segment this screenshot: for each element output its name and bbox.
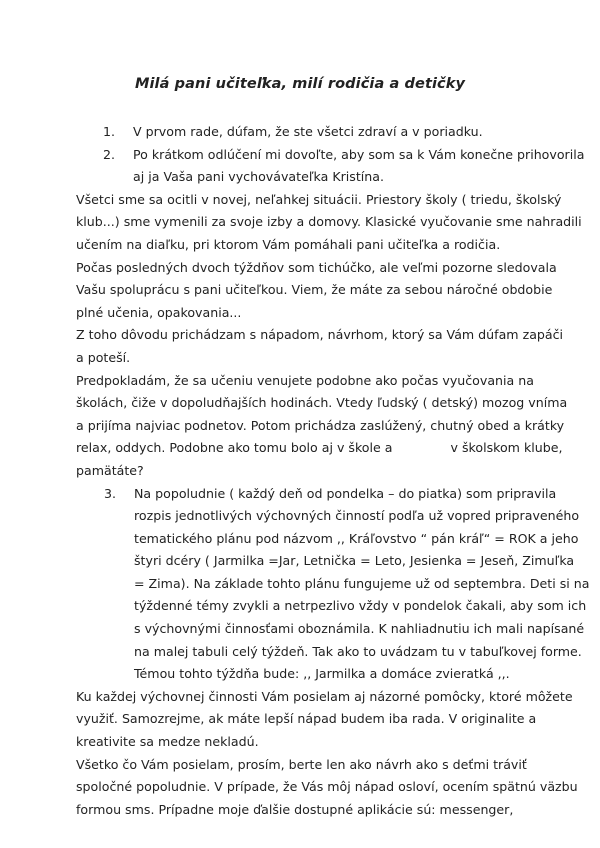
list-number: 2.	[103, 146, 116, 162]
list-text: Po krátkom odlúčení mi dovoľte, aby som sa k Vám konečne prihovorila	[133, 146, 585, 162]
paragraph-line: a prijíma najviac podnetov. Potom prichádza zaslúžený, chutný obed a krátky	[76, 417, 565, 433]
list-item-3-continuation: s výchovnými činnosťami oboznámila. K nahliadnutiu ich mali napísané	[134, 621, 585, 637]
paragraph-line: kreativite sa medze nekladú.	[76, 734, 259, 750]
paragraph-line: Predpokladám, že sa učeniu venujete podobne ako počas vyučovania na	[76, 372, 534, 388]
list-item-3-continuation: Témou tohto týždňa bude: ,, Jarmilka a domáce zvieratká ,,.	[134, 666, 510, 682]
list-text: aj ja Vaša pani vychovávateľka Kristína.	[133, 169, 384, 185]
list-number: 3.	[104, 485, 117, 501]
paragraph-line: klub...) sme vymenili za svoje izby a domovy. Klasické vyučovanie sme nahradili	[76, 214, 582, 230]
paragraph-line: školách, čiže v dopoludňajších hodinách. Vtedy ľudský ( detský) mozog vníma	[76, 395, 568, 411]
paragraph-line: pamätáte?	[76, 462, 144, 478]
paragraph-line: Všetko čo Vám posielam, prosím, berte len ako návrh ako s deťmi tráviť	[76, 756, 527, 772]
list-item-3-continuation: rozpis jednotlivých výchovných činností podľa už vopred pripraveného	[134, 508, 580, 524]
paragraph-line: učením na diaľku, pri ktorom Vám pomáhali pani učiteľka a rodičia.	[76, 236, 501, 252]
paragraph-line: spoločné popoludnie. V prípade, že Vás môj nápad osloví, ocením spätnú väzbu	[76, 779, 578, 795]
paragraph-text: relax, oddych. Podobne ako tomu bolo aj v škole a	[76, 440, 393, 456]
paragraph-line: Vašu spoluprácu s pani učiteľkou. Viem, že máte za sebou náročné obdobie	[76, 282, 553, 298]
paragraph-line: a poteší.	[76, 349, 131, 365]
list-item-3-continuation: štyri dcéry ( Jarmilka =Jar, Letnička = Leto, Jesienka = Jeseň, Zimuľka	[134, 553, 575, 569]
list-item-3-continuation: = Zima). Na základe tohto plánu fungujeme už od septembra. Deti si na	[134, 575, 590, 591]
paragraph-line: Všetci sme sa ocitli v novej, neľahkej situácii. Priestory školy ( triedu, školský	[76, 191, 562, 207]
paragraph-line: Počas posledných dvoch týždňov som tichúčko, ale veľmi pozorne sledovala	[76, 259, 557, 275]
list-item-2-continuation	[76, 166, 536, 189]
list-item-3-continuation: na malej tabuli celý týždeň. Tak ako to uvádzam tu v tabuľkovej forme.	[134, 643, 582, 659]
list-item-2	[76, 144, 585, 167]
paragraph-line-with-gap	[76, 437, 563, 460]
list-item-3-continuation: tematického plánu pod názvom ,, Kráľovstvo “ pán kráľ“ = ROK a jeho	[134, 530, 579, 546]
paragraph-line: Ku každej výchovnej činnosti Vám posielam aj názorné pomôcky, ktoré môžete	[76, 688, 573, 704]
paragraph-line: Z toho dôvodu prichádzam s nápadom, návrhom, ktorý sa Vám dúfam zapáči	[76, 327, 564, 343]
letter-body	[76, 121, 590, 821]
list-item-3	[76, 483, 557, 506]
paragraph-line: formou sms. Prípadne moje ďalšie dostupné aplikácie sú: messenger,	[76, 801, 514, 817]
paragraph-text: v školskom klube,	[450, 440, 563, 456]
list-number: 1.	[103, 124, 116, 139]
list-item-1	[76, 121, 536, 144]
paragraph-line: plné učenia, opakovania...	[76, 304, 242, 320]
list-text: V prvom rade, dúfam, že ste všetci zdraví a v poriadku.	[133, 124, 483, 139]
paragraph-line: využiť. Samozrejme, ak máte lepší nápad budem iba rada. V originalite a	[76, 711, 537, 727]
letter-title: Milá pani učiteľka, milí rodičia a detičky	[134, 76, 466, 92]
list-item-3-continuation: týždenné témy zvykli a netrpezlivo vždy v pondelok čakali, aby som ich	[134, 598, 587, 614]
list-text: Na popoludnie ( každý deň od pondelka – do piatka) som pripravila	[134, 485, 557, 501]
